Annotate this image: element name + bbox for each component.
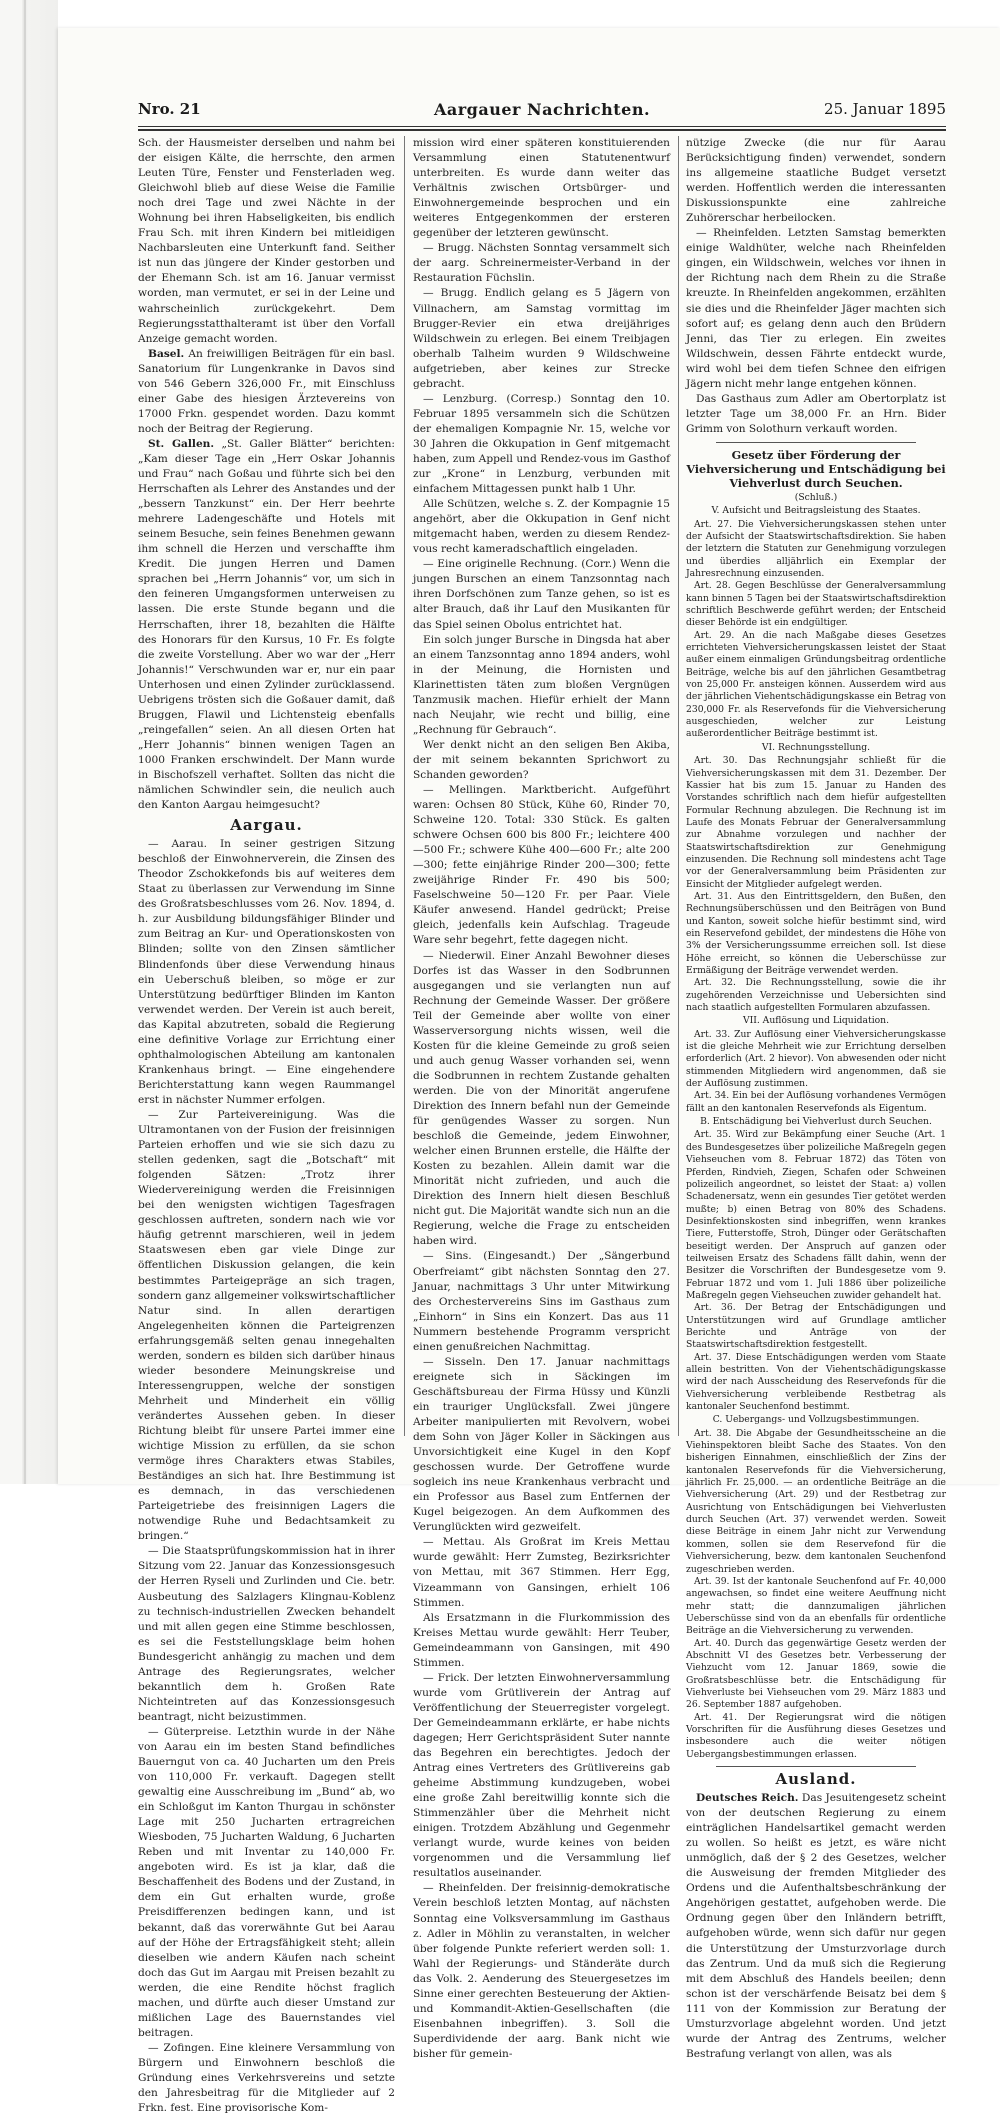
law-art-32: Art. 32. Die Rechnungsstellung, sowie die ihr zugehörenden Verzeichnisse und Uebersichten sind nach staatlich aufgestellten Formularen abzufassen. (686, 977, 946, 1014)
article-rheinfelden-1: — Rheinfelden. Der freisinnig-demokratische Verein beschloß letzten Montag, auf nächsten Sonntag eine Volksversammlung im Gasthaus z. Adler in Möhlin zu veranstalten, in welcher über folgende Punkte referiert werden soll: 1. Wahl der Regierungs- und Ständeräte durch das Volk. 2. Aenderung des Steuergesetzes im Sinne einer gerechten Besteuerung der Aktien- und Kommandit-Aktien-Gesellschaften (die Eisenbahnen inbegriffen). 3. Soll die Superdividende der aarg. Bank nicht wie bisher für gemein- (413, 1882, 670, 2060)
masthead-rule-thin (138, 126, 946, 127)
law-art-33: Art. 33. Zur Auflösung einer Viehversicherungskasse ist die gleiche Mehrheit wie zur Errichtung derselben erforderlich (Art. 2 hievor). Von abwesenden oder nicht stimmenden Mitgliedern wird angenommen, daß sie der Auflösung zustimmen. (686, 1028, 946, 1090)
article-mellingen: — Mellingen. Marktbericht. Aufgeführt waren: Ochsen 80 Stück, Kühe 60, Rinder 70, Schweine 120. Total: 330 Stück. Es galten schwere Ochsen 600 bis 800 Fr.; leichtere 400—500 Fr.; schwere Kühe 400—600 Fr.; alte 200—300; fette einjährige Rinder 200—300; fette zweijährige Rinder Fr. 490 bis 500; Faselschweine 50—120 Fr. per Paar. Viele Käufer anwesend. Handel gedrückt; Preise gleich, jedenfalls kein Aufschlag. Trageude Ware sehr begehrt, fette dagegen nicht. (413, 784, 670, 947)
scan-left-margin (0, 0, 58, 1484)
newspaper-title: Aargauer Nachrichten. (433, 100, 651, 119)
article-sisseln: — Sisseln. Den 17. Januar nachmittags ereignete sich in Säckingen im Geschäftsbureau der Firma Hüssy und Künzli ein trauriger Unglücksfall. Zwei jüngere Arbeiter manipulierten mit Revolvern, wobei dem Sohn von Jäger Koller in Säckingen aus Unvorsichtigkeit eine Kugel in den Kopf geschossen wurde. Der Getroffene wurde sogleich ins neue Krankenhaus verbracht und ein Professor aus Basel zum Entfernen der Kugel beigezogen. An dem Aufkommen des Verunglückten wird gezweifelt. (413, 1355, 670, 1534)
law-art-37: Art. 37. Diese Entschädigungen werden vom Staate allein bestritten. Von der Viehentschädigungskasse wird der nach Ausscheidung des Reservefonds für die Viehversicherung verbleibende Restbetrag als kantonaler Seuchenfond bestimmt. (686, 1351, 946, 1413)
article-sins: — Sins. (Eingesandt.) Der „Sängerbund Oberfreiamt“ gibt nächsten Sonntag den 27. Januar, nachmittags 3 Uhr unter Mitwirkung des Orchestervereins Sins im Gasthaus zum „Einhorn“ in Sins ein Konzert. Das aus 11 Nummern bestehende Programm verspricht einen genußreichen Nachmittag. (413, 1250, 670, 1353)
article-niederwil: — Niederwil. Einer Anzahl Bewohner dieses Dorfes ist das Wasser in den Sodbrunnen ausgegangen und sie verlangten nun auf Rechnung der Gemeinde Wasser. Der größere Teil der Gemeinde aber wollte von einer Wasserversorgung nichts wissen, weil die Kosten für die kleine Gemeinde zu groß seien und auch genug Wasser vorhanden sei, wenn die Sodbrunnen in rechtem Zustande gehalten werden. Die von der Minorität angerufene Direktion des Innern befahl nun der Gemeinde für genügendes Wasser zu sorgen. Nun beschloß die Gemeinde, jedem Einwohner, welcher einen Brunnen erstelle, die Hälfte der Kosten zu bezahlen. Allein damit war die Minorität nicht zufrieden, und auch die Direktion des Innern hielt diesen Beschluß nicht gut. Die Majorität wandte sich nun an die Regierung, welche die Frage zu entscheiden haben wird. (413, 949, 670, 1248)
article-brugg-1: — Brugg. Nächsten Sonntag versammelt sich der aarg. Schreinermeister-Verband in der Restauration Füchslin. (413, 242, 670, 285)
article-frick: — Frick. Der letzten Einwohnerversammlung wurde vom Grütliverein der Antrag auf Veröffentlichung der Steuerregister vorgelegt. Der Gemeindeammann erklärte, er habe nichts dagegen; Herr Gerichtspräsident Suter nannte das Begehren ein berechtigtes. Jedoch der Antrag eines Vertreters des Grütlivereins gab geheime Abstimmung kundzugeben, wobei eine große Zahl bereitwillig konnte sich die Stimmenzähler über die Mehrheit nicht einigen. Trotzdem Abzählung und Gegenmehr verlangt wurde, wurde keines von beiden vorgenommen und die Versammlung lief resultatlos auseinander. (413, 1671, 670, 1880)
article-lenzburg: — Lenzburg. (Corresp.) Sonntag den 10. Februar 1895 versammeln sich die Schützen der ehemaligen Kompagnie Nr. 15, welche vor 30 Jahren die Okkupation in Genf mitgemacht haben, zum Appell und Rendez-vous im Gasthof zur „Krone“ in Lenzburg, verbunden mit einfachem Mittagessen punkt halb 1 Uhr. (413, 392, 670, 496)
column-3 (686, 136, 946, 2060)
article-rechnung-3: Wer denkt nicht an den seligen Ben Akiba, der mit seinem bekannten Sprichwort zu Schanden geworden? (413, 738, 670, 781)
article-basel (138, 347, 395, 437)
column-1 (138, 136, 395, 2115)
law-section-5: V. Aufsicht und Beitragsleistung des Staates. (711, 505, 921, 517)
article-stgallen (138, 437, 395, 813)
article-zofingen: — Zofingen. Eine kleinere Versammlung von Bürgern und Einwohnern beschloß die Gründung eines Verkehrsvereins und setzte den Jahresbeitrag für die Mitglieder auf 2 Frkn. fest. Eine provisorische Kom- (138, 2041, 395, 2115)
masthead-rule-thick (138, 129, 946, 131)
law-schluss: (Schluß.) (794, 491, 838, 503)
law-section-6: VI. Rechnungsstellung. (761, 741, 871, 753)
article-lenzburg-2: Alle Schützen, welche s. Z. der Kompagnie 15 angehört, aber die Okkupation in Genf nicht mitgemacht haben, werden zu diesem Rendez-vous recht kameradschaftlich eingeladen. (413, 498, 670, 556)
article-stgallen-text: „St. Galler Blätter“ berichten: „Kam dieser Tage ein „Herr Oskar Johannis und Frau“ nach Goßau und führte sich bei den Herrschaften als Lehrer des Anstandes und der „bessern Tanzkunst“ ein. Der Herr beehrte mehrere Ladengeschäfte und Hotels mit seinem Besuche, sein feines Benehmen gewann ihm schnell die Herzen und verschaffte ihm Kredit. Die jungen Herren und Damen sprachen bei „Herrn Johannis“ vor, um sich in den feineren Umgangsformen unterweisen zu lassen. Die erste Stunde begann und die Herrschaften, ihrer 18, bezahlten die Hälfte des Honorars für den Kursus, 10 Fr. Es folgte die zweite Vorstellung. Aber wo war der „Herr Johannis!“ Verschwunden war er, nur ein paar Unterhosen und einen Zylinder zurücklassend. Uebrigens trösten sich die Goßauer damit, daß Bruggen, Flawil und Lichtensteig ebenfalls „reingefallen“ seien. An all diesen Orten hat „Herr Johannis“ binnen wenigen Tagen an 1000 Franken erschwindelt. Der Mann wurde in Bischofszell verhaftet. Sollten das nicht die nämlichen Schwindler sein, die neulich auch den Kanton Aargau heimgesucht? (138, 437, 395, 812)
article-parteivereinigung: — Zur Parteivereinigung. Was die Ultramontanen von der Fusion der freisinnigen Parteien erhoffen und wie sie sich dazu zu stellen gedenken, sagt die „Botschaft“ mit folgenden Sätzen: „Trotz ihrer Wiedervereinigung werden die Freisinnigen bei den wenigsten wichtigen Tagesfragen geschlossen auftreten, sondern nach wie vor häufig getrennt marschieren, weil in jedem Staatswesen eben gar viele Dinge zur öffentlichen Diskussion gelangen, die kein bestimmtes Parteigepräge an sich tragen, sondern ganz allgemeiner volkswirtschaftlicher Natur sind. In allen derartigen Angelegenheiten können die Parteigrenzen erfahrungsgemäß selten genau innegehalten werden, sondern es bilden sich darüber hinaus wieder besondere Meinungskreise und Interessengruppen, welche der sonstigen Mehrheit und Minderheit ein völlig verändertes Aussehen geben. In dieser Richtung bleibt für unsere Partei immer eine wichtige Mission zu erfüllen, da sie schon vermöge ihres Charakters etwas Stabiles, Beständiges an sich hat. Ihre Bestimmung ist es demnach, in das verschiedenen Parteigetriebe des freisinnigen Lagers die notwendige Ruhe und Bedachtsamkeit zu bringen.“ (138, 1109, 395, 1543)
column-separator-2 (678, 136, 679, 1436)
law-section-c: C. Uebergangs- und Vollzugsbestimmungen. (712, 1414, 920, 1426)
column-2 (413, 136, 670, 2060)
section-heading-aargau: Aargau. (230, 816, 303, 835)
article-continuation: Sch. der Hausmeister derselben und nahm bei der eisigen Kälte, die herrschte, den armen Leuten Türe, Fenster und Fensterladen weg. Gleichwohl blieb auf diese Weise die Familie noch drei Tage und zwei Nächte in der Wohnung bei ihren Habseligkeiten, bis endlich Frau Sch. mit ihren Kindern bei mitleidigen Nachbarsleuten eine Unterkunft fand. Seither ist nun das jüngere der Kinder gestorben und der Ehemann Sch. ist am 16. Januar vermisst worden, man vermutet, er sei in der Leine und wahrscheinlich zurückgekehrt. Dem Regierungsstatthalteramt ist über den Vorfall Anzeige gemacht worden. (138, 137, 395, 345)
article-zofingen-cont: mission wird einer späteren konstituierenden Versammlung einen Statutenentwurf unterbreiten. Es wurde dann weiter das Verhältnis zwischen Ortsbürger- und Einwohnergemeinde besprochen und ein weiteres Entgegenkommen der ersteren gegenüber der letzteren gewünscht. (413, 137, 670, 240)
article-rechnung: — Eine originelle Rechnung. (Corr.) Wenn die jungen Burschen an einem Tanzsonntag nach ihren Dorfschönen zum Tanze gehen, so ist es alter Brauch, daß ihr Lauf den Musikanten für das Spiel seinen Obolus entrichtet hat. (413, 558, 670, 631)
law-text (686, 492, 946, 1761)
article-deutsches-reich-text: Das Jesuitengesetz scheint von der deutschen Regierung zu einem einträglichen Handelsartikel gemacht werden zu wollen. So heißt es jetzt, es wäre nicht unmöglich, daß der § 2 des Gesetzes, welcher die Ausweisung der fremden Mitglieder des Ordens und die Aufenthaltsbeschränkung der Angehörigen gestattet, aufgehoben werde. Die Ordnung gegen über den Inländern betrifft, aufgehoben würde, wenn sich dafür nur gegen die Unterstützung der Umsturzvorlage durch das Zentrum. Und da muß sich die Regierung mit dem Abschluß des Handels beeilen; denn schon ist der verschärfende Beisatz bei dem § 111 von der Kommission zur Beratung der Umsturzvorlage abgelehnt worden. Und jetzt wurde der Antrag des Zentrums, welcher Bestrafung verlangt von allen, was als (686, 1792, 946, 2060)
law-art-40: Art. 40. Durch das gegenwärtige Gesetz werden der Abschnitt VI des Gesetzes betr. Verbesserung der Viehzucht vom 12. Januar 1869, sowie die Großratsbeschlüsse betr. die Entschädigung für Viehverluste bei Viehseuchen vom 29. März 1883 und 26. September 1887 aufgehoben. (686, 1637, 946, 1711)
law-art-34: Art. 34. Ein bei der Auflösung vorhandenes Vermögen fällt an den kantonalen Reservefonds als Eigentum. (686, 1090, 946, 1114)
dateline-stgallen: St. Gallen. (148, 437, 215, 450)
article-mettau: — Mettau. Als Großrat im Kreis Mettau wurde gewählt: Herr Zumsteg, Bezirksrichter von Mettau, mit 367 Stimmen. Herr Egg, Vizeammann von Gansingen, erhielt 106 Stimmen. (413, 1536, 670, 1609)
article-rheinfelden-3: Das Gasthaus zum Adler am Obertorplatz ist letzter Tage um 38,000 Fr. an Hrn. Bider Grimm von Solothurn verkauft worden. (686, 392, 946, 435)
issue-date: 25. Januar 1895 (824, 100, 946, 118)
article-brugg-2: — Brugg. Endlich gelang es 5 Jägern von Villnachern, am Samstag vormittag im Brugger-Revier ein etwa dreijähriges Wildschwein zu erlegen. Bei einem Treibjagen oberhalb Talheim wurden 9 Wildschweine aufgetrieben, aber keines zur Strecke gebracht. (413, 287, 670, 390)
law-art-35: Art. 35. Wird zur Bekämpfung einer Seuche (Art. 1 des Bundesgesetzes über polizeiliche Maßregeln gegen Viehseuchen vom 8. Februar 1872) das Töten von Pferden, Rindvieh, Ziegen, Schafen oder Schweinen polizeilich angeordnet, so leistet der Staat: a) vollen Schadenersatz, wenn ein gesundes Tier getötet werden mußte; b) einen Betrag von 80% des Schadens. Desinfektionskosten sind inbegriffen, wenn krankes Tiere, Futterstoffe, Stroh, Dünger oder Gerätschaften beseitigt werden. Der Anspruch auf ganzen oder teilweisen Ersatz des Schadens fällt dahin, wenn der Besitzer die Vorschriften der Bundesgesetze vom 9. Februar 1872 und vom 1. Juli 1886 über polizeiliche Maßregeln gegen Viehseuchen zuwider gehandelt hat. (686, 1129, 946, 1301)
issue-number: Nro. 21 (138, 100, 201, 118)
article-gueterpreise: — Güterpreise. Letzthin wurde in der Nähe von Aarau ein im besten Stand befindliches Bauerngut von ca. 40 Jucharten um den Preis von 110,000 Fr. verkauft. Dagegen stellt gewaltig eine Ausschreibung im „Bund“ ab, wo ein Schloßgut im Kanton Thurgau in schönster Lage mit 250 Jucharten ertragreichen Wiesboden, 75 Jucharten Waldung, 6 Jucharten Reben und mit Inventar zu 140,000 Fr. angeboten wird. Es ist ja klar, daß die Beschaffenheit des Bodens und der Zustand, in dem ein Gut erhalten wurde, große Preisdifferenzen bedingen kann, und ist bekannt, daß das vorerwähnte Gut bei Aarau auf der Höhe der Ertragsfähigkeit steht; allein dieselben wie andern Käufen nach scheint doch das Gut im Aargau mit Preisen bezahlt zu werden, die eine Rendite höchst fraglich machen, und dürfte auch dieser Umstand zur mißlichen Lage des Bauernstandes viel beitragen. (138, 1725, 395, 2039)
article-mettau-2: Als Ersatzmann in die Flurkommission des Kreises Mettau wurde gewählt: Herr Teuber, Gemeindeammann von Gansingen, mit 490 Stimmen. (413, 1611, 670, 1669)
article-aarau: — Aarau. In seiner gestrigen Sitzung beschloß der Einwohnerverein, die Zinsen des Theodor Zschokkefonds bis auf weiteres dem Staat zu überlassen zur Verwendung im Sinne des Großratsbeschlusses vom 26. Nov. 1894, d. h. zur Ausbildung bildungsfähiger Blinder und zum Beitrag an Kur- und Operationskosten von Blinden; sollte von den Zinsen sämtlicher Blindenfonds über diese Verwendung hinaus ein Ueberschuß bleiben, so möge er zur Unterstützung bedürftiger Blinden im Kanton verwendet werden. Der Verein ist auch bereit, das Kapital abzutreten, sobald die Regierung eine definitive Vorlage zur Errichtung einer ophthalmologischen Abteilung am kantonalen Krankenhaus bringt. — Eine eingehendere Berichterstattung kann wegen Raummangel erst in nächster Nummer erfolgen. (138, 838, 395, 1106)
scan-margin-line (24, 0, 26, 1484)
article-rheinfelden-2: — Rheinfelden. Letzten Samstag bemerkten einige Waldhüter, welche nach Rheinfelden gingen, ein Wildschwein, welches vor ihnen in der Richtung nach dem Rhein zu die Straße kreuzte. In Rheinfelden angekommen, erzählten sie dies und die Rheinfelder Jäger machten sich sofort auf; es gelang denn auch den Brüdern Jenni, das Tier zu erlegen. Ein zweites Wildschwein, dessen Fährte entdeckt wurde, wird wohl bei dem tiefen Schnee den eifrigen Jägern nicht mehr lange entgehen können. (686, 227, 946, 390)
article-basel-text: An freiwilligen Beiträgen für ein basl. Sanatorium für Lungenkranke in Davos sind von 546 Gebern 326,000 Fr., mit Einschluss einer Gabe des hiesigen Ärztevereins von 17000 Frkn. gespendet worden. Dazu kommt noch der Beitrag der Regierung. (138, 347, 395, 435)
law-art-41: Art. 41. Der Regierungsrat wird die nötigen Vorschriften für die Ausführung dieses Gesetzes und insbesondere auch die weiter nötigen Uebergangsbestimmungen erlassen. (686, 1711, 946, 1760)
column-separator-1 (404, 136, 405, 1436)
section-divider-2 (716, 1766, 916, 1767)
article-deutsches-reich (686, 1791, 946, 2062)
section-heading-ausland: Ausland. (775, 1770, 857, 1788)
law-art-30: Art. 30. Das Rechnungsjahr schließt für die Viehversicherungskassen mit dem 31. Dezember. Der Kassier hat bis zum 15. Januar zu Handen des Vorstandes schriftlich nach dem hiefür aufgestellten Formular Rechnung abzulegen. Die Rechnung ist im Laufe des Monats Februar der Generalversammlung zur Abnahme vorzulegen und nachher der Staatswirtschaftsdirektion zur Genehmigung einzusenden. Die Rechnung soll mindestens acht Tage vor der Generalversammlung beim Präsidenten zur Einsicht der Mitglieder aufgelegt werden. (686, 755, 946, 890)
law-art-27: Art. 27. Die Viehversicherungskassen stehen unter der Aufsicht der Staatswirtschaftsdirektion. Sie haben der letztern die Statuten zur Genehmigung vorzulegen und überdies alljährlich ein Exemplar der Jahresrechnung einzusenden. (686, 518, 946, 579)
article-rheinfelden-cont: nützige Zwecke (die nur für Aarau Berücksichtigung finden) verwendet, sondern ins allgemeine staatliche Budget versetzt werden. Hoffentlich werden die interessanten Diskussionspunkte eine zahlreiche Zuhörerschar herbeilocken. (686, 137, 946, 225)
section-divider (716, 442, 916, 443)
dateline-deutsches-reich: Deutsches Reich. (696, 1792, 799, 1805)
law-section-7: VII. Auflösung und Liquidation. (742, 1015, 890, 1027)
law-art-36: Art. 36. Der Betrag der Entschädigungen und Unterstützungen wird auf Grundlage amtlicher Berichte und Anträge von der Staatswirtschaftsdirektion festgestellt. (686, 1302, 946, 1351)
law-art-38: Art. 38. Die Abgabe der Gesundheitsscheine an die Viehinspektoren bleibt Sache des Staates. Von den bisherigen Einnahmen, einschließlich der Zins der kantonalen Reservefonds für die Viehversicherung, jährlich Fr. 25,000. — an ordentliche Beiträge an die Viehversicherung (Art. 29) und der Restbetrag zur Ausrichtung von Entschädigungen bei Viehverlusten durch Seuchen (Art. 37) verwendet werden. Soweit diese Beiträge in einem Jahr nicht zur Verwendung kommen, sollen sie dem Reservefond für die Viehversicherung, bezw. dem kantonalen Seuchenfond zugeschrieben werden. (686, 1427, 946, 1575)
masthead (138, 100, 946, 124)
dateline-basel: Basel. (148, 347, 185, 360)
law-art-31: Art. 31. Aus den Eintrittsgeldern, den Bußen, den Rechnungsüberschüssen und den Beiträgen von Bund und Kanton, soweit solche hiefür bestimmt sind, wird ein Reservefond gebildet, der mindestens die Höhe von 3% der Versicherungssumme erreichen soll. Ist diese Höhe erreicht, so können die Ueberschüsse zur Ermäßigung der Beiträge verwendet werden. (686, 890, 946, 976)
law-heading: Gesetz über Förderung der Viehversicherung und Entschädigung bei Viehverlust durch Seuchen. (686, 447, 946, 490)
article-staatspruefung: — Die Staatsprüfungskommission hat in ihrer Sitzung vom 22. Januar das Konzessionsgesuch der Herren Ryseli und Zurlinden und Cie. betr. Ausbeutung des Salzlagers Klingnau-Koblenz zu technisch-industriellen Zwecken behandelt und mit allen gegen eine Stimme beschlossen, es sei die Feststellungsklage beim hohen Bundesgericht anhängig zu machen und dem Antrage des Regierungsrates, welcher bekanntlich dem h. Großen Rate Nichteintreten auf das Konzessionsgesuch beantragt, nicht beizustimmen. (138, 1545, 395, 1723)
law-art-29: Art. 29. An die nach Maßgabe dieses Gesetzes errichteten Viehversicherungskassen leistet der Staat außer einem einmaligen Gründungsbeitrag ordentliche Beiträge, welche bis auf den jährlichen Gesamtbetrag von 25,000 Fr. ansteigen können. Ausserdem wird aus der jährlichen Viehentschädigungskasse ein Betrag von 230,000 Fr. als Reservefonds für die Viehversicherung ausgeschieden, welcher zur Leistung außerordentlicher Beiträge bestimmt ist. (686, 629, 946, 740)
article-rechnung-2: Ein solch junger Bursche in Dingsda hat aber an einem Tanzsonntag anno 1894 anders, wohl in der Meinung, die Hornisten und Klarinettisten täten zum bloßen Vergnügen Tanzmusik machen. Hiefür erhielt der Mann nach Neujahr, wie recht und billig, eine „Rechnung für Gebrauch“. (413, 633, 670, 736)
law-art-28: Art. 28. Gegen Beschlüsse der Generalversammlung kann binnen 5 Tagen bei der Staatswirtschaftsdirektion schriftlich Beschwerde geführt werden; der Entscheid dieser Behörde ist ein endgültiger. (686, 580, 946, 629)
law-section-b: B. Entschädigung bei Viehverlust durch Seuchen. (700, 1116, 932, 1128)
law-art-39: Art. 39. Ist der kantonale Seuchenfond auf Fr. 40,000 angewachsen, so findet eine weitere Aeuffnung nicht mehr statt; die dannzumaligen jährlichen Ueberschüsse sind von da an ebenfalls für ordentliche Beiträge an die Viehversicherung zu verwenden. (686, 1575, 946, 1637)
